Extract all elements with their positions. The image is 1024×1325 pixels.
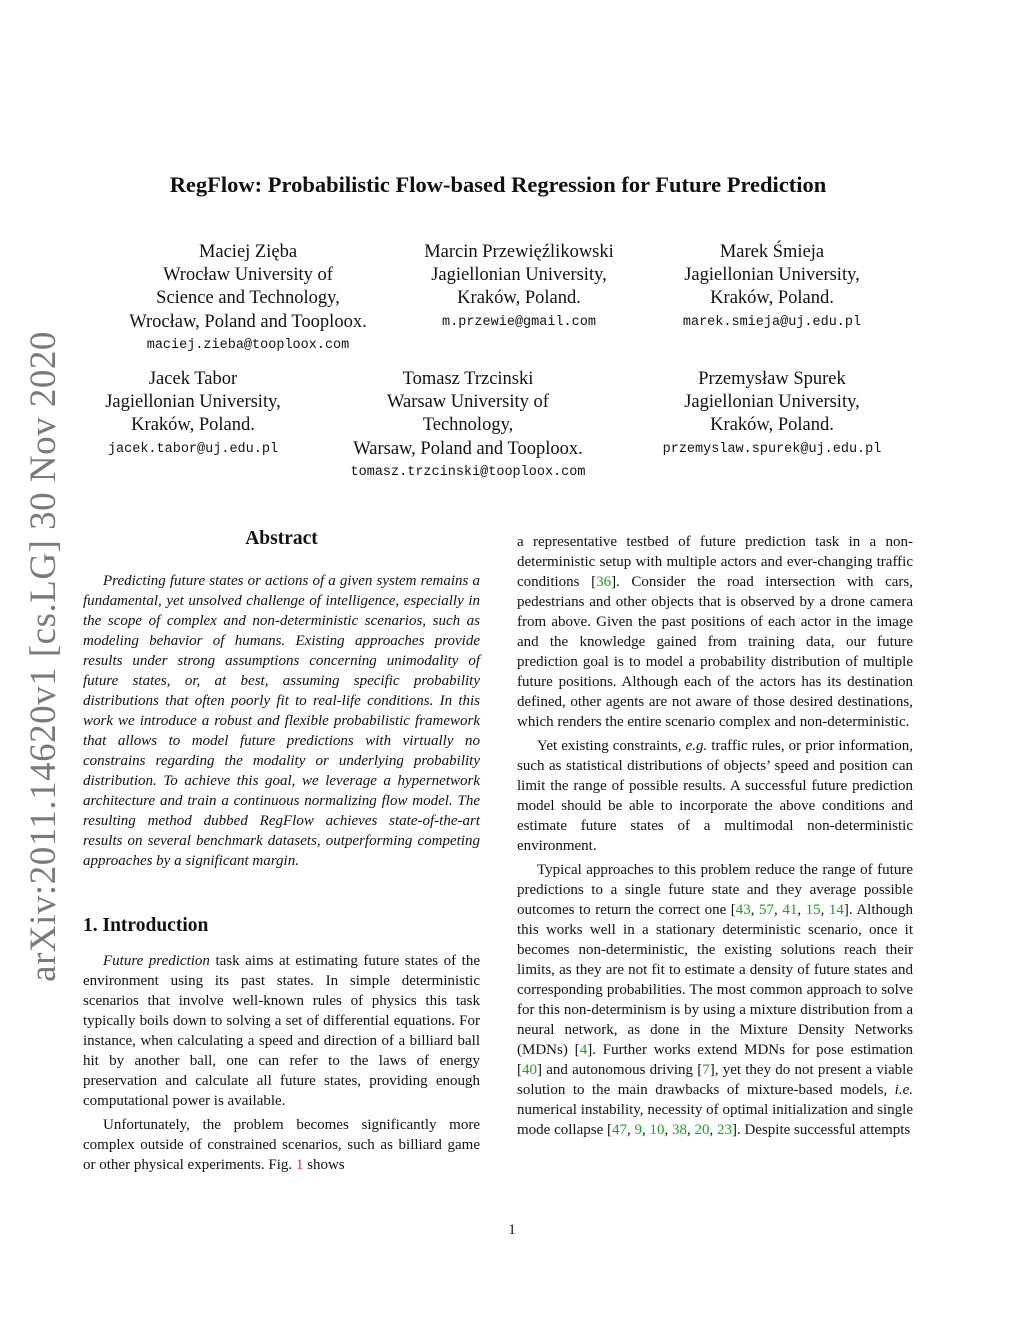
arxiv-identifier-stamp bbox=[18, 330, 68, 982]
author-affiliation: Kraków, Poland. bbox=[131, 415, 255, 436]
citation-link[interactable]: 47 bbox=[611, 1122, 627, 1138]
paper-title: RegFlow: Probabilistic Flow-based Regression for Future Prediction bbox=[169, 172, 827, 197]
author-name: Przemysław Spurek bbox=[698, 369, 846, 389]
arxiv-id-text: arXiv:2011.14620v1 [cs.LG] 30 Nov 2020 bbox=[22, 330, 64, 982]
author-email: jacek.tabor@uj.edu.pl bbox=[107, 441, 279, 457]
intro-paragraph: Unfortunately, the problem becomes significantly more complex outside of constrained scenarios, such as billiard game or other physical experiments. Fig. 1 shows bbox=[83, 1117, 480, 1173]
citation-link[interactable]: 23 bbox=[716, 1122, 732, 1138]
citation-link[interactable]: 41 bbox=[782, 902, 798, 918]
author-block bbox=[630, 368, 914, 462]
author-affiliation: Science and Technology, bbox=[156, 288, 340, 309]
citation-link[interactable]: 20 bbox=[694, 1122, 710, 1138]
author-name: Marcin Przewięźlikowski bbox=[424, 242, 614, 262]
citation-link[interactable]: 36 bbox=[596, 574, 612, 590]
citation-link[interactable]: 57 bbox=[759, 902, 775, 918]
author-name: Marek Śmieja bbox=[719, 242, 825, 262]
author-affiliation: Kraków, Poland. bbox=[457, 288, 581, 309]
author-email: tomasz.trzcinski@tooploox.com bbox=[350, 464, 586, 480]
citation-link[interactable]: 40 bbox=[522, 1062, 537, 1078]
author-affiliation: Jagiellonian University, bbox=[684, 265, 860, 286]
author-affiliation: Jagiellonian University, bbox=[431, 265, 607, 286]
intro-paragraph: a representative testbed of future prediction task in a non-deterministic setup with multiple actors and ever-changing traffic conditions [36]. Consider the road intersection with cars, pedestrians and other objects that is observed by a drone camera from above. Given the past positions of each actor in the image and the knowledge gained from training data, our future prediction goal is to model a probability distribution of multiple future positions. Although each of the actors has its destination defined, other agents are not aware of those desired destinations, which renders the entire scenario complex and non-deterministic. bbox=[517, 534, 913, 730]
citation-link[interactable]: 7 bbox=[702, 1062, 710, 1078]
term-future-prediction: Future prediction bbox=[103, 953, 210, 969]
author-affiliation: Jagiellonian University, bbox=[684, 392, 860, 413]
author-block bbox=[70, 368, 316, 462]
author-name: Maciej Zięba bbox=[198, 242, 298, 262]
author-affiliation: Wrocław, Poland and Tooploox. bbox=[129, 311, 367, 332]
author-name: Jacek Tabor bbox=[148, 369, 238, 389]
citation-link[interactable]: 15 bbox=[805, 902, 821, 918]
citation-link[interactable]: 38 bbox=[671, 1122, 687, 1138]
author-name: Tomasz Trzcinski bbox=[402, 369, 534, 389]
author-affiliation: Kraków, Poland. bbox=[710, 288, 834, 309]
author-affiliation: Warsaw University of bbox=[387, 392, 549, 413]
citation-link[interactable]: 4 bbox=[579, 1042, 588, 1058]
intro-paragraph: Typical approaches to this problem reduce the range of future predictions to a single future state and they average possible outcomes to return the correct one [43, 57, 41, 15, 14]. Although this works well in a stationary deterministic scenario, once it becomes non-deterministic, the existing solutions reach their limits, as they are not fit to estimate a density of future states and corresponding probabilities. The most common approach to solve for this non-determinism is by using a mixture distribution from a neural network, as done in the Mixture Density Networks (MDNs) [4]. Further works extend MDNs for pose estimation [40] and autonomous driving [7], yet they do not present a viable solution to the main drawbacks of mixture-based models, i.e. numerical instability, necessity of optimal initialization and single mode collapse [47, 9, 10, 38, 20, 23]. Despite successful attempts bbox=[517, 862, 914, 1138]
abstract-text: Predicting future states or actions of a given system remains a fundamental, yet unsolved challenge of intelligence, especially in the scope of complex and non-deterministic scenarios, such as modeling behavior of humans. Existing approaches provide results under strong assumptions concerning unimodality of future states, or, at best, assuming specific probability distributions that often poorly fit to real-life conditions. In this work we introduce a robust and flexible probabilistic framework that allows to model future predictions with virtually no constrains regarding the modality or underlying probability distribution. To achieve this goal, we leverage a hypernetwork architecture and train a continuous normalizing flow model. The resulting method dubbed RegFlow achieves state-of-the-art results on several benchmark datasets, outperforming competing approaches by a significant margin. bbox=[83, 573, 480, 869]
author-block bbox=[100, 241, 396, 358]
citation-link[interactable]: 14 bbox=[828, 902, 844, 918]
author-block bbox=[388, 241, 650, 335]
citation-link[interactable]: 43 bbox=[735, 902, 751, 918]
author-affiliation: Kraków, Poland. bbox=[710, 415, 834, 436]
author-affiliation: Jagiellonian University, bbox=[105, 392, 281, 413]
citation-link[interactable]: 9 bbox=[634, 1122, 642, 1138]
right-column bbox=[517, 532, 913, 1144]
abstract-heading: Abstract bbox=[245, 528, 318, 549]
author-affiliation: Warsaw, Poland and Tooploox. bbox=[353, 438, 583, 459]
author-affiliation: Wrocław University of bbox=[163, 265, 333, 286]
author-block bbox=[644, 241, 900, 335]
intro-paragraph: Yet existing constraints, e.g. traffic rules, or prior information, such as statistical distributions of objects’ speed and position can limit the range of possible results. A successful future prediction model should be able to incorporate the above conditions and estimate future states of a multimodal non-deterministic environment. bbox=[517, 738, 913, 854]
intro-paragraph: Future prediction task aims at estimating future states of the environment using its past states. In simple deterministic scenarios that involve well-known rules of physics this task typically boils down to solving a set of differential equations. For instance, when calculating a speed and direction of a billiard ball hit by another ball, one can refer to the laws of energy preservation and calculate all future states, providing enough computational power is available. bbox=[83, 953, 480, 1109]
section-heading-introduction: 1. Introduction bbox=[83, 915, 209, 936]
page-number: 1 bbox=[508, 1222, 516, 1238]
citation-link[interactable]: 10 bbox=[649, 1122, 665, 1138]
author-email: m.przewie@gmail.com bbox=[442, 314, 596, 330]
left-column bbox=[83, 528, 480, 1179]
author-email: maciej.zieba@tooploox.com bbox=[146, 337, 350, 353]
author-affiliation: Technology, bbox=[422, 415, 514, 436]
author-block bbox=[320, 368, 616, 485]
figure-reference-link[interactable]: 1 bbox=[295, 1157, 304, 1173]
author-email: marek.smieja@uj.edu.pl bbox=[682, 314, 862, 330]
author-email: przemyslaw.spurek@uj.edu.pl bbox=[662, 441, 882, 457]
